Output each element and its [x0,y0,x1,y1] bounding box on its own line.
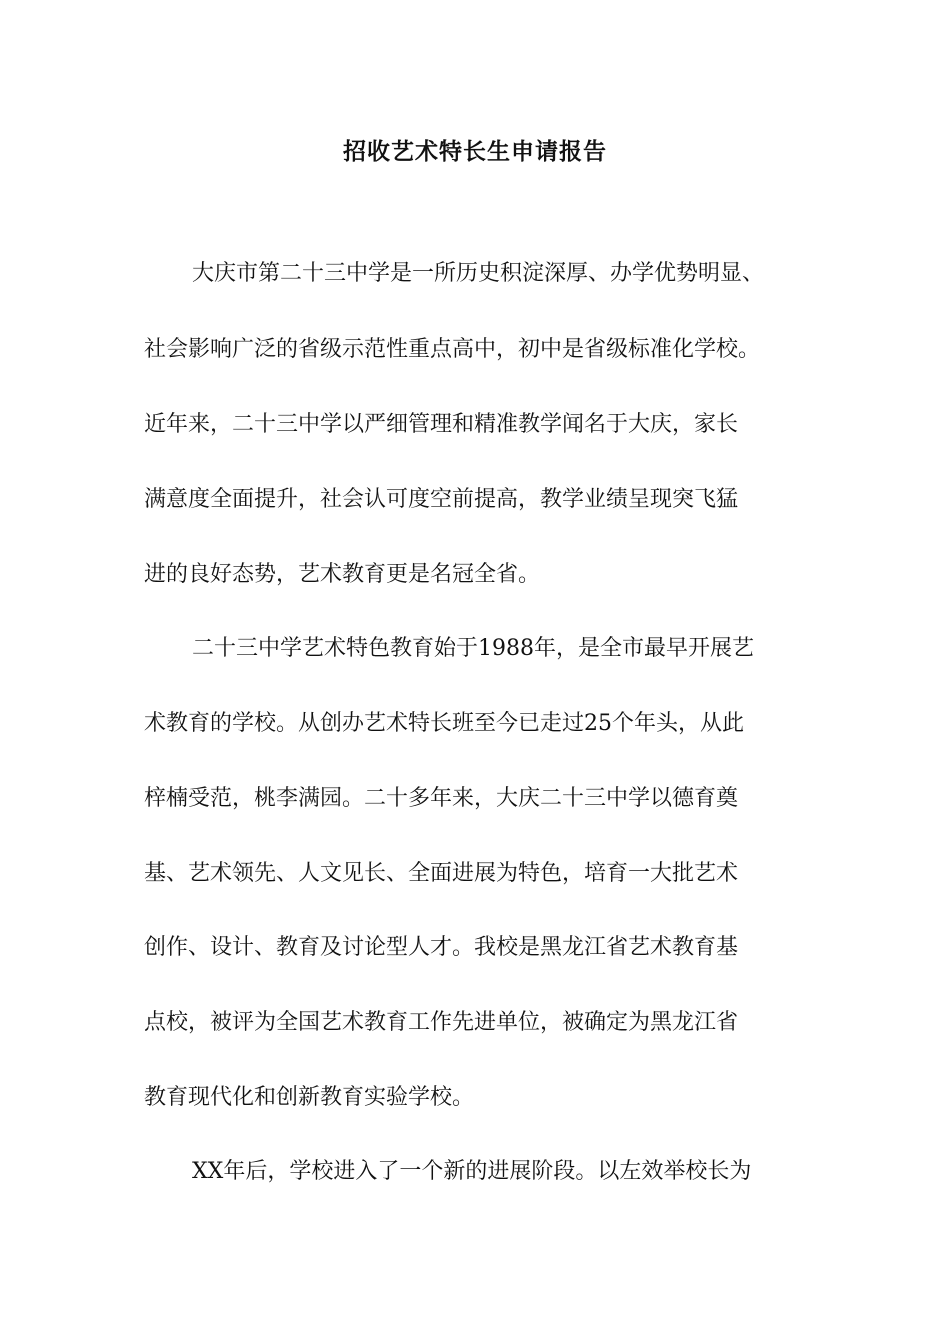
paragraph-2-line-2: 术教育的学校。从创办艺术特长班至今已走过25个年头，从此 [144,711,744,736]
paragraph-1-line-1: 大庆市第二十三中学是一所历史积淀深厚、办学优势明显、 [192,261,765,286]
paragraph-1-line-4: 满意度全面提升，社会认可度空前提高，教学业绩呈现突飞猛 [144,487,739,512]
paragraph-2-line-7: 教育现代化和创新教育实验学校。 [144,1085,475,1110]
document-title: 招收艺术特长生申请报告 [343,138,607,165]
paragraph-2-line-3: 梓楠受范，桃李满园。二十多年来，大庆二十三中学以德育奠 [144,786,739,811]
paragraph-1-line-3: 近年来，二十三中学以严细管理和精准教学闻名于大庆，家长 [144,412,739,437]
paragraph-2-line-4: 基、艺术领先、人文见长、全面进展为特色，培育一大批艺术 [144,861,739,886]
paragraph-1-line-2: 社会影响广泛的省级示范性重点高中，初中是省级标准化学校。 [144,337,761,362]
paragraph-1-line-5: 进的良好态势，艺术教育更是名冠全省。 [144,562,541,587]
paragraph-2-line-5: 创作、设计、教育及讨论型人才。我校是黑龙江省艺术教育基 [144,935,739,960]
paragraph-2-line-1: 二十三中学艺术特色教育始于1988年，是全市最早开展艺 [192,636,754,661]
paragraph-3-line-1: XX年后，学校进入了一个新的进展阶段。以左效举校长为 [192,1159,752,1184]
paragraph-2-line-6: 点校，被评为全国艺术教育工作先进单位，被确定为黑龙江省 [144,1010,739,1035]
